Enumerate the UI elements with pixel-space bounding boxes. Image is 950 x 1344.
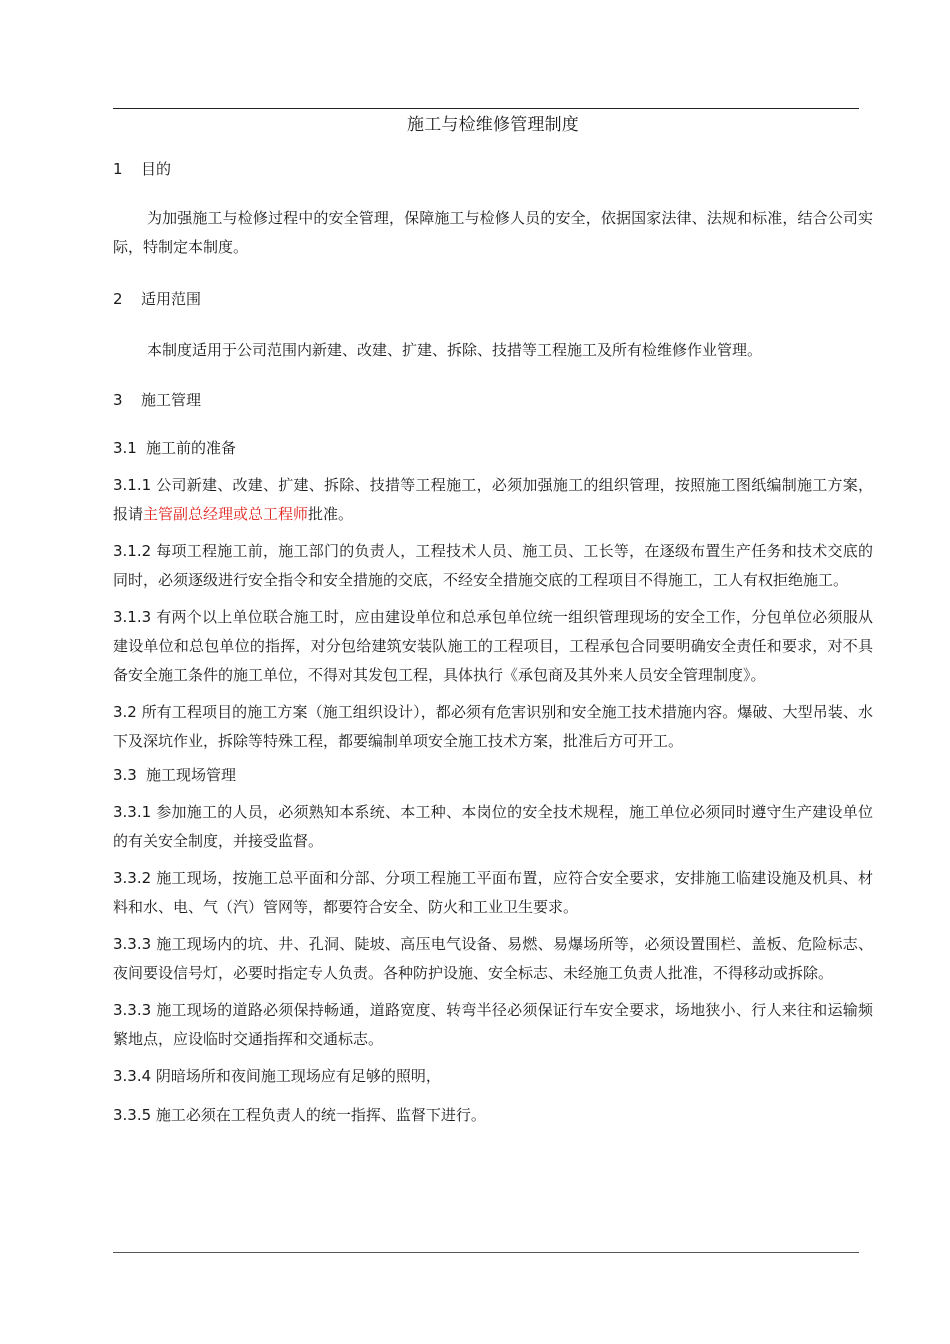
paragraph-3-1-2: 3.1.2 每项工程施工前，施工部门的负责人，工程技术人员、施工员、工长等，在逐级布置生产任务和技术交底的同时，必须逐级进行安全指令和安全措施的交底，不经安全措施交底的工程项目不得施工，工人有权拒绝施工。 <box>113 542 873 589</box>
subsection-heading-site-management <box>113 764 873 786</box>
header-rule <box>113 108 859 109</box>
section-label: 施工管理 <box>141 391 202 409</box>
section-label: 目的 <box>141 160 172 178</box>
section-number: 3 <box>113 391 123 409</box>
paragraph-3-1-1 <box>113 471 873 529</box>
section-label: 施工现场管理 <box>146 766 237 784</box>
subsection-heading-preparation <box>113 437 873 459</box>
highlighted-approver: 主管副总经理或总工程师 <box>143 505 309 523</box>
document-body <box>113 114 873 1130</box>
section-heading-construction-management <box>113 389 873 411</box>
paragraph-scope: 本制度适用于公司范围内新建、改建、扩建、拆除、技措等工程施工及所有检维修作业管理。 <box>147 341 763 359</box>
section-heading-scope <box>113 288 873 310</box>
paragraph-3-1-3: 3.1.3 有两个以上单位联合施工时，应由建设单位和总承包单位统一组织管理现场的安全工作，分包单位必须服从建设单位和总包单位的指挥，对分包给建筑安装队施工的工程项目，工程承包合同要明确安全责任和要求，对不具备安全施工条件的施工单位，不得对其发包工程，具体执行《承包商及其外来人员安全管理制度》。 <box>113 608 873 684</box>
section-number: 2 <box>113 290 123 308</box>
section-number: 3.3 <box>113 766 137 784</box>
paragraph-3-3-5: 3.3.5 施工必须在工程负责人的统一指挥、监督下进行。 <box>113 1106 486 1124</box>
paragraph-purpose: 为加强施工与检修过程中的安全管理，保障施工与检修人员的安全，依据国家法律、法规和标准，结合公司实际，特制定本制度。 <box>113 209 873 256</box>
section-label: 施工前的准备 <box>146 439 237 457</box>
paragraph-3-3-2: 3.3.2 施工现场，按施工总平面和分部、分项工程施工平面布置，应符合安全要求，安排施工临建设施及机具、材料和水、电、气（汽）管网等，都要符合安全、防火和工业卫生要求。 <box>113 869 873 916</box>
paragraph-3-3-3-roads: 3.3.3 施工现场的道路必须保持畅通，道路宽度、转弯半径必须保证行车安全要求，场地狭小、行人来往和运输频繁地点，应设临时交通指挥和交通标志。 <box>113 1001 873 1048</box>
section-number: 3.1 <box>113 439 137 457</box>
document-title: 施工与检维修管理制度 <box>407 115 579 135</box>
section-number: 1 <box>113 160 123 178</box>
paragraph-3-3-3-hazards: 3.3.3 施工现场内的坑、井、孔洞、陡坡、高压电气设备、易燃、易爆场所等，必须设置围栏、盖板、危险标志、夜间要设信号灯，必要时指定专人负责。各种防护设施、安全标志、未经施工负责人批准，不得移动或拆除。 <box>113 935 873 982</box>
paragraph-text: 3.1.1 公司新建、改建、扩建、拆除、技措等工程施工，必须加强施工的组织管理，按照施工图纸编制施工方案，报请 <box>113 476 873 523</box>
section-heading-purpose <box>113 158 873 180</box>
paragraph-3-2: 3.2 所有工程项目的施工方案（施工组织设计），都必须有危害识别和安全施工技术措施内容。爆破、大型吊装、水下及深坑作业，拆除等特殊工程，都要编制单项安全施工技术方案，批准后方可开工。 <box>113 703 873 750</box>
paragraph-3-3-4: 3.3.4 阴暗场所和夜间施工现场应有足够的照明， <box>113 1067 441 1085</box>
paragraph-3-3-1: 3.3.1 参加施工的人员，必须熟知本系统、本工种、本岗位的安全技术规程，施工单位必须同时遵守生产建设单位的有关安全制度，并接受监督。 <box>113 803 873 850</box>
section-label: 适用范围 <box>141 290 202 308</box>
footer-rule <box>113 1252 859 1253</box>
paragraph-text: 批准。 <box>308 505 354 523</box>
